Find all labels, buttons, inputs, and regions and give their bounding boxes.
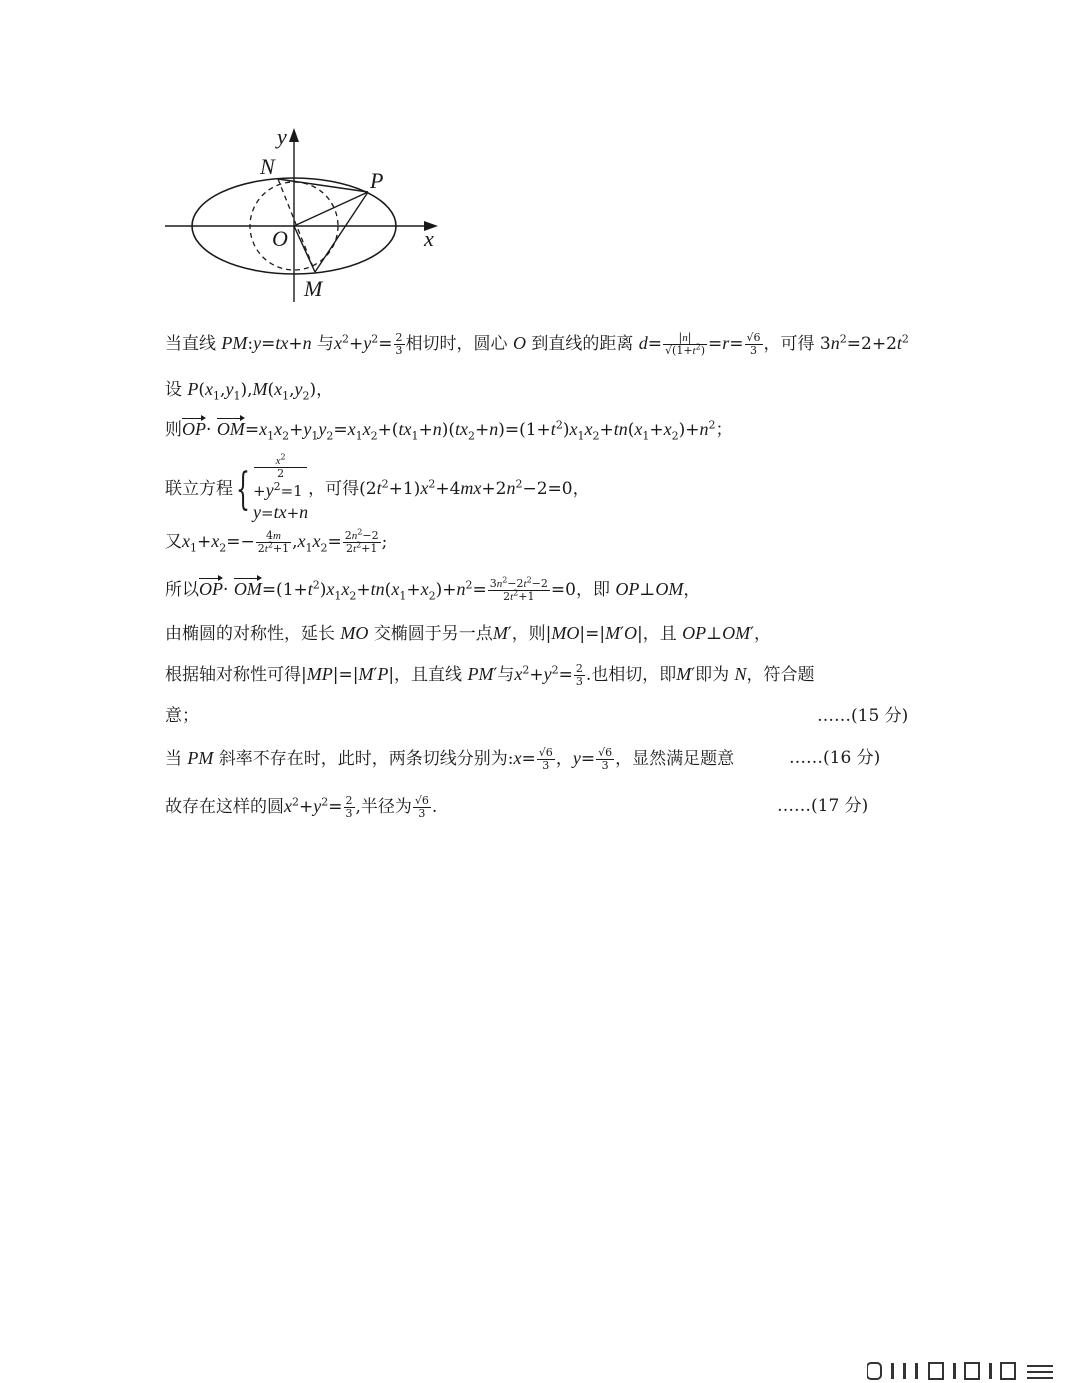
score-16: ……(16 分): [789, 748, 881, 768]
label-x: x: [424, 226, 434, 251]
label-N: N: [260, 154, 275, 179]
solution-line-8: 根据轴对称性可得|MP|=|M′P|，且直线 PM′与$x^2+y^2=$ $\frac{2}{3}$ .也相切，即M′即为 N，符合题: [165, 662, 815, 688]
solution-line-11: 故存在这样的圆$x^2+y^2=$ $\frac{2}{3}$ ,半径为 $\frac{√6}{3}$ .: [165, 794, 438, 820]
y-axis-arrow: [289, 128, 299, 142]
label-O: O: [272, 226, 288, 251]
solution-line-5: 又$x_1+x_2=-$ $\frac{4m}{2t^2+1}$ $,x_1x_2=$ $\frac{2n^2-2}{2t^2+1}$ ;: [165, 527, 388, 555]
solution-line-6: 所以$OP\cdot OM=(1+t^2)x_1x_2+tn(x_1+x_2)+n^2=$ $\frac{3n^2-2t^2-2}{2t^2+1}$ =0，即 OP⊥OM，: [165, 575, 701, 603]
segment-OM: [294, 226, 315, 272]
solution-line-4: 联立方程{ $x^2$ 2 $+y^2=1$ y=tx+n ，可得$(2t^2+1)x^2+4mx+2n^2-2=0$，: [165, 452, 590, 522]
score-15: ……(15 分): [817, 706, 909, 726]
solution-line-7: 由椭圆的对称性，延长 MO 交椭圆于另一点M′，则|MO|=|M′O|，且 OP⊥OM′，: [165, 623, 772, 644]
solution-line-2: 设 $P(x_1,y_1),M(x_1,y_2)$，: [165, 379, 334, 403]
ellipse-circle-figure: [160, 122, 450, 312]
label-P: P: [370, 168, 384, 193]
label-y: y: [277, 124, 287, 149]
solution-line-10: 当 PM 斜率不存在时，此时，两条切线分别为:x= $\frac{√6}{3}$ ，y= $\frac{√6}{3}$ ，显然满足题意: [165, 746, 735, 772]
score-17: ……(17 分): [777, 796, 869, 816]
solution-line-1: 当直线 PM:y=tx+n 与$x^2+y^2=$ $\frac{2}{3}$ 相切时，圆心 O 到直线的距离 d= $\frac{|n|}{√(1+t^2)}$ =r= $\frac{√6}{3}$ ，可得 $3n^2=2+2t^2$: [165, 331, 909, 357]
segment-NP: [278, 179, 368, 192]
solution-line-9: 意；: [165, 706, 199, 726]
bottom-toolbar-icon[interactable]: [867, 1361, 1057, 1381]
solution-line-3: 则$OP\cdot OM=x_1x_2+y_1y_2=x_1x_2+(tx_1+n)(tx_2+n)=(1+t^2)x_1x_2+tn(x_1+x_2)+n^2$；: [165, 418, 733, 443]
label-M: M: [304, 276, 323, 301]
